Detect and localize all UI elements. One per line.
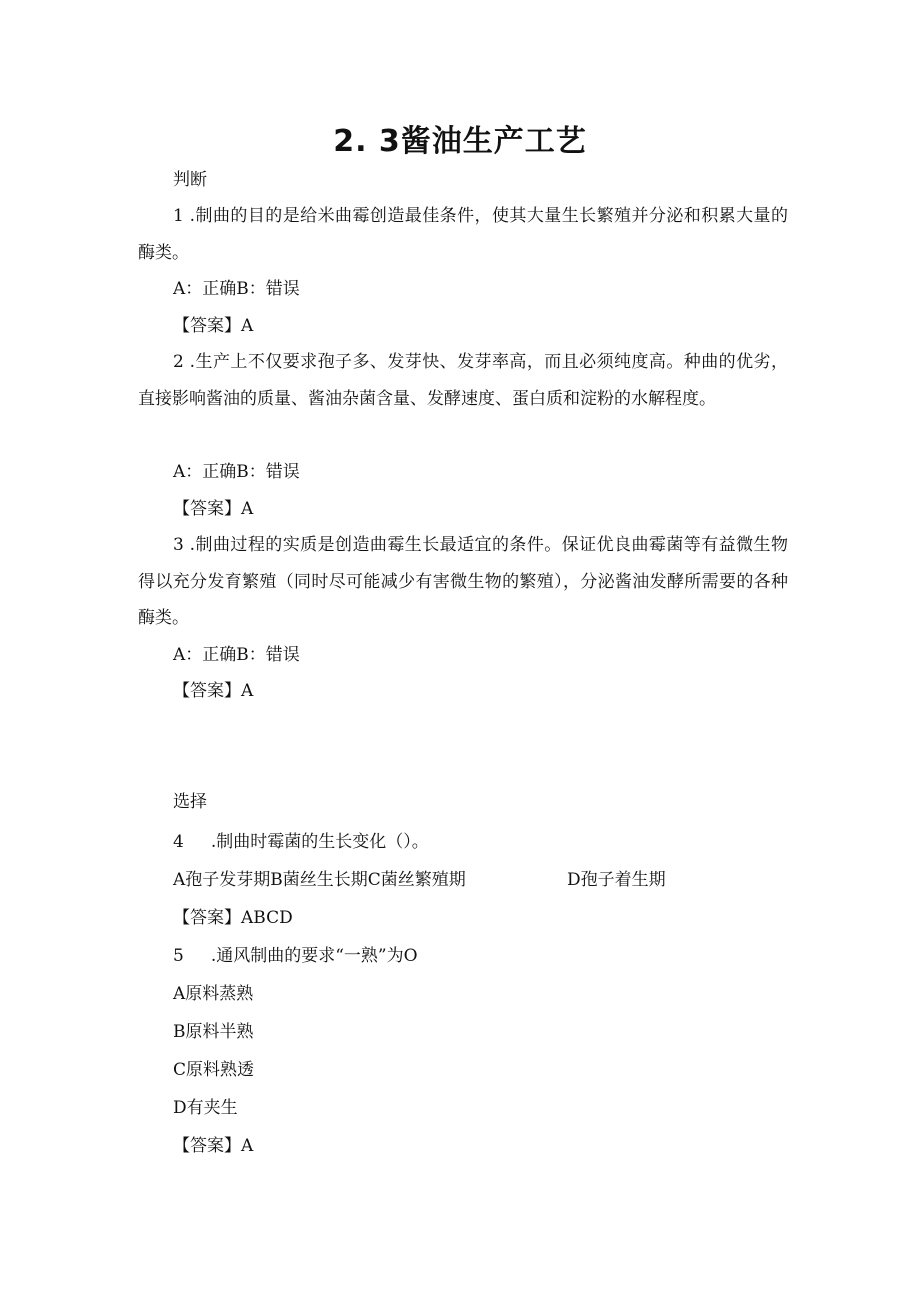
question-5-text: 5 .通风制曲的要求“一熟”为O	[173, 946, 418, 966]
question-1-answer: 【答案】A	[173, 316, 254, 336]
question-5-option-a: A原料蒸熟	[173, 984, 254, 1004]
question-3-options: A：正确B：错误	[173, 645, 300, 665]
question-4-option-d: D孢子着生期	[567, 870, 666, 890]
question-1-text: 1 .制曲的目的是给米曲霉创造最佳条件，使其大量生长繁殖并分泌和积累大量的酶类。	[138, 206, 788, 263]
question-5-option-b: B原料半熟	[173, 1022, 254, 1042]
question-5-option-c: C原料熟透	[173, 1060, 255, 1080]
page-title: 2. 3酱油生产工艺	[333, 124, 587, 159]
section-heading-judge: 判断	[173, 170, 207, 190]
question-4-answer: 【答案】ABCD	[173, 908, 293, 928]
question-2-answer: 【答案】A	[173, 499, 254, 519]
question-5-answer: 【答案】A	[173, 1136, 254, 1156]
question-3-answer: 【答案】A	[173, 681, 254, 701]
question-3-text: 3 .制曲过程的实质是创造曲霉生长最适宜的条件。保证优良曲霉菌等有益微生物得以充分发育繁殖（同时尽可能减少有害微生物的繁殖），分泌酱油发酵所需要的各种酶类。	[138, 535, 788, 628]
question-4-text: 4 .制曲时霉菌的生长变化（）。	[173, 832, 429, 852]
question-5-option-d: D有夹生	[173, 1098, 238, 1118]
question-4-options-abc: A孢子发芽期B菌丝生长期C菌丝繁殖期	[173, 870, 466, 890]
section-heading-choice: 选择	[173, 792, 207, 812]
question-2-options: A：正确B：错误	[173, 462, 300, 482]
question-1-options: A：正确B：错误	[173, 279, 300, 299]
question-2-text: 2 .生产上不仅要求孢子多、发芽快、发芽率高，而且必须纯度高。种曲的优劣，直接影响酱油的质量、酱油杂菌含量、发酵速度、蛋白质和淀粉的水解程度。	[138, 352, 788, 409]
